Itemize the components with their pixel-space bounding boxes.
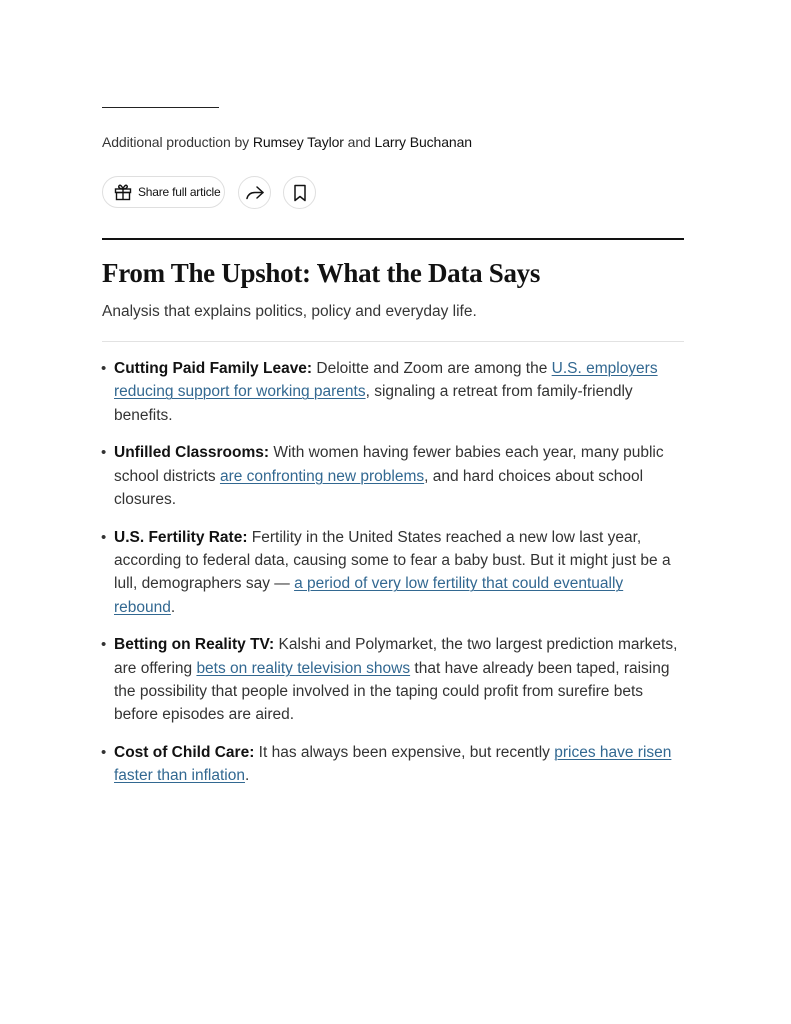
gift-icon bbox=[113, 182, 133, 202]
credits-conjunction: and bbox=[347, 134, 371, 150]
bullet: • bbox=[101, 444, 107, 462]
section-divider bbox=[102, 341, 684, 342]
item-lead: Cutting Paid Family Leave: bbox=[114, 360, 313, 377]
item-text: , and hard choices about school closures. bbox=[114, 467, 644, 508]
item-text: Fertility in the United States reached a new low last year, according to federal data, causing some to fear a baby bust. But it might just be a lull, demographers say — bbox=[114, 528, 671, 593]
story-link[interactable]: bets on reality television shows bbox=[196, 659, 411, 677]
item-lead: U.S. Fertility Rate: bbox=[114, 528, 248, 546]
story-link[interactable]: are confronting new problems bbox=[219, 467, 425, 485]
bullet: • bbox=[101, 360, 107, 377]
section-top-rule bbox=[102, 238, 684, 240]
story-list bbox=[102, 357, 684, 802]
credit-author-link[interactable]: Larry Buchanan bbox=[374, 134, 472, 150]
credit-author-link[interactable]: Rumsey Taylor bbox=[252, 134, 344, 150]
item-text: It has always been expensive, but recently bbox=[254, 744, 555, 762]
story-link[interactable]: a period of very low fertility that could eventually rebound bbox=[114, 575, 624, 616]
share-full-article-button[interactable] bbox=[102, 176, 225, 208]
item-lead: Cost of Child Care: bbox=[114, 744, 255, 762]
bullet: • bbox=[101, 636, 107, 654]
list-item bbox=[102, 357, 684, 427]
list-item bbox=[102, 526, 684, 619]
share-button[interactable] bbox=[238, 176, 271, 209]
item-text: . bbox=[170, 598, 176, 616]
list-item bbox=[102, 633, 684, 726]
item-lead: Unfilled Classrooms: bbox=[114, 444, 270, 462]
bullet: • bbox=[101, 528, 107, 546]
share-full-article-label: Share full article bbox=[138, 185, 221, 199]
bullet: • bbox=[101, 744, 107, 762]
production-credits bbox=[102, 134, 472, 150]
share-arrow-icon bbox=[245, 185, 265, 201]
item-text: . bbox=[244, 767, 250, 785]
story-link[interactable]: U.S. employers reducing support for working parents bbox=[114, 360, 658, 401]
credits-prefix: Additional production by bbox=[102, 134, 250, 150]
item-text: Kalshi and Polymarket, the two largest prediction markets, are offering bbox=[114, 636, 678, 677]
item-text: With women having fewer babies each year, many public school districts bbox=[114, 444, 664, 485]
save-button[interactable] bbox=[283, 176, 316, 209]
item-text: , signaling a retreat from family-friendly benefits. bbox=[114, 383, 633, 424]
bookmark-icon bbox=[293, 184, 307, 202]
item-lead: Betting on Reality TV: bbox=[114, 636, 275, 654]
section-title: From The Upshot: What the Data Says bbox=[102, 258, 541, 288]
credits-divider bbox=[102, 107, 219, 108]
item-text: Deloitte and Zoom are among the bbox=[312, 360, 552, 377]
section-description: Analysis that explains politics, policy and everyday life. bbox=[102, 303, 477, 320]
story-link[interactable]: prices have risen faster than inflation bbox=[114, 744, 672, 785]
list-item bbox=[102, 441, 684, 511]
list-item bbox=[102, 741, 684, 788]
item-text: that have already been taped, raising the possibility that people involved in the taping could profit from surefire bets before episodes are aired. bbox=[114, 659, 670, 724]
